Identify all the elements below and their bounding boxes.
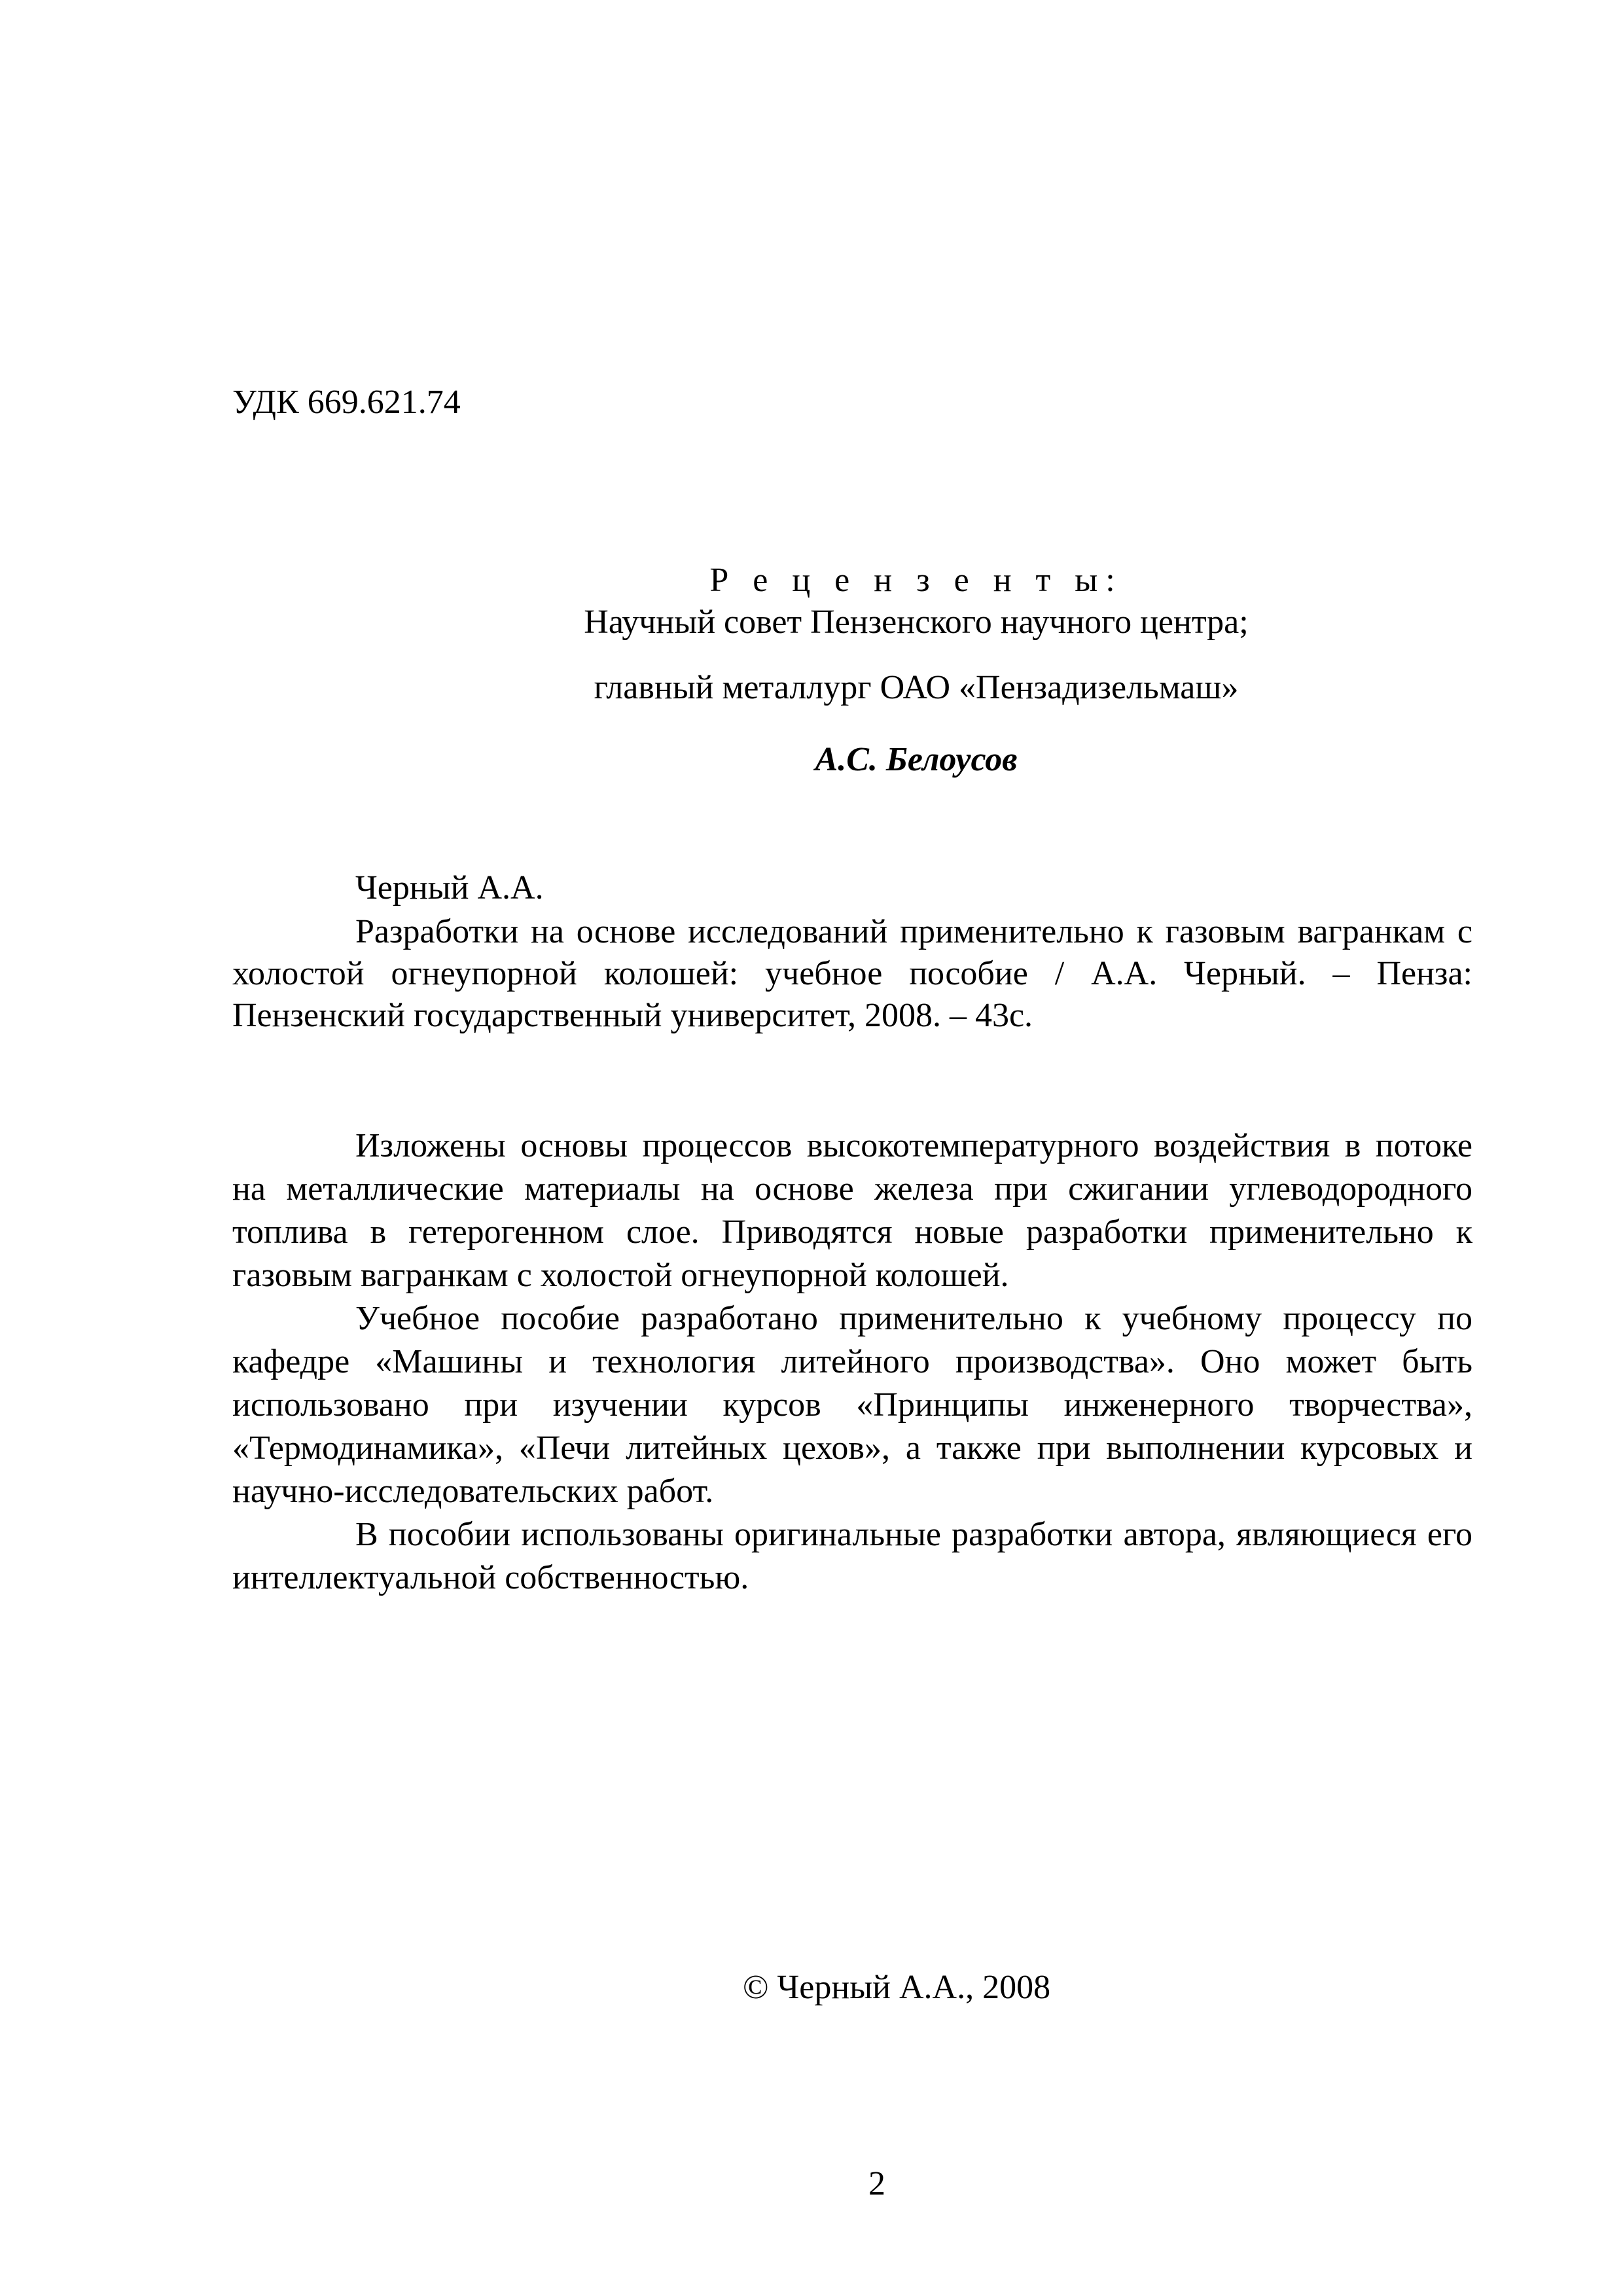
copyright-notice: © Черный А.А., 2008 bbox=[743, 1969, 1051, 2006]
abstract-paragraph: Изложены основы процессов высокотемпературного воздействия в потоке на металлические материалы на основе железа при сжигании углеводородного топлива в гетерогенном слое. Приводятся новые разработки применительно к газовым вагранкам с холостой огнеупорной колошей. bbox=[232, 1127, 1472, 1294]
reviewer-name: А.С. Белоусов bbox=[815, 741, 1018, 778]
bibliographic-author: Черный А.А. bbox=[355, 869, 544, 906]
reviewer-position: главный металлург ОАО «Пензадизельмаш» bbox=[594, 669, 1239, 706]
bibliographic-record bbox=[232, 867, 1472, 1037]
udk-code: УДК 669.621.74 bbox=[232, 384, 461, 421]
abstract-block bbox=[232, 1124, 1472, 1600]
abstract-paragraph: В пособии использованы оригинальные разработки автора, являющиеся его интеллектуальной собственностью. bbox=[232, 1516, 1472, 1596]
bibliographic-description: Разработки на основе исследований применительно к газовым вагранкам с холостой огнеупорной колошей: учебное пособие / А.А. Черный. – Пенза: Пензенский государственный университет, 2008. – 43с. bbox=[232, 913, 1472, 1034]
reviewer-organization: Научный совет Пензенского научного центра; bbox=[584, 603, 1249, 641]
abstract-paragraph: Учебное пособие разработано применительно к учебному процессу по кафедре «Машины и технология литейного производства». Оно может быть использовано при изучении курсов «Принципы инженерного творчества», «Термодинамика», «Печи литейных цехов», а также при выполнении курсовых и научно-исследовательских работ. bbox=[232, 1300, 1472, 1510]
reviewers-heading: Р е ц е н з е н т ы: bbox=[709, 562, 1123, 599]
page-number: 2 bbox=[868, 2165, 885, 2202]
reviewers-block bbox=[327, 560, 1505, 781]
